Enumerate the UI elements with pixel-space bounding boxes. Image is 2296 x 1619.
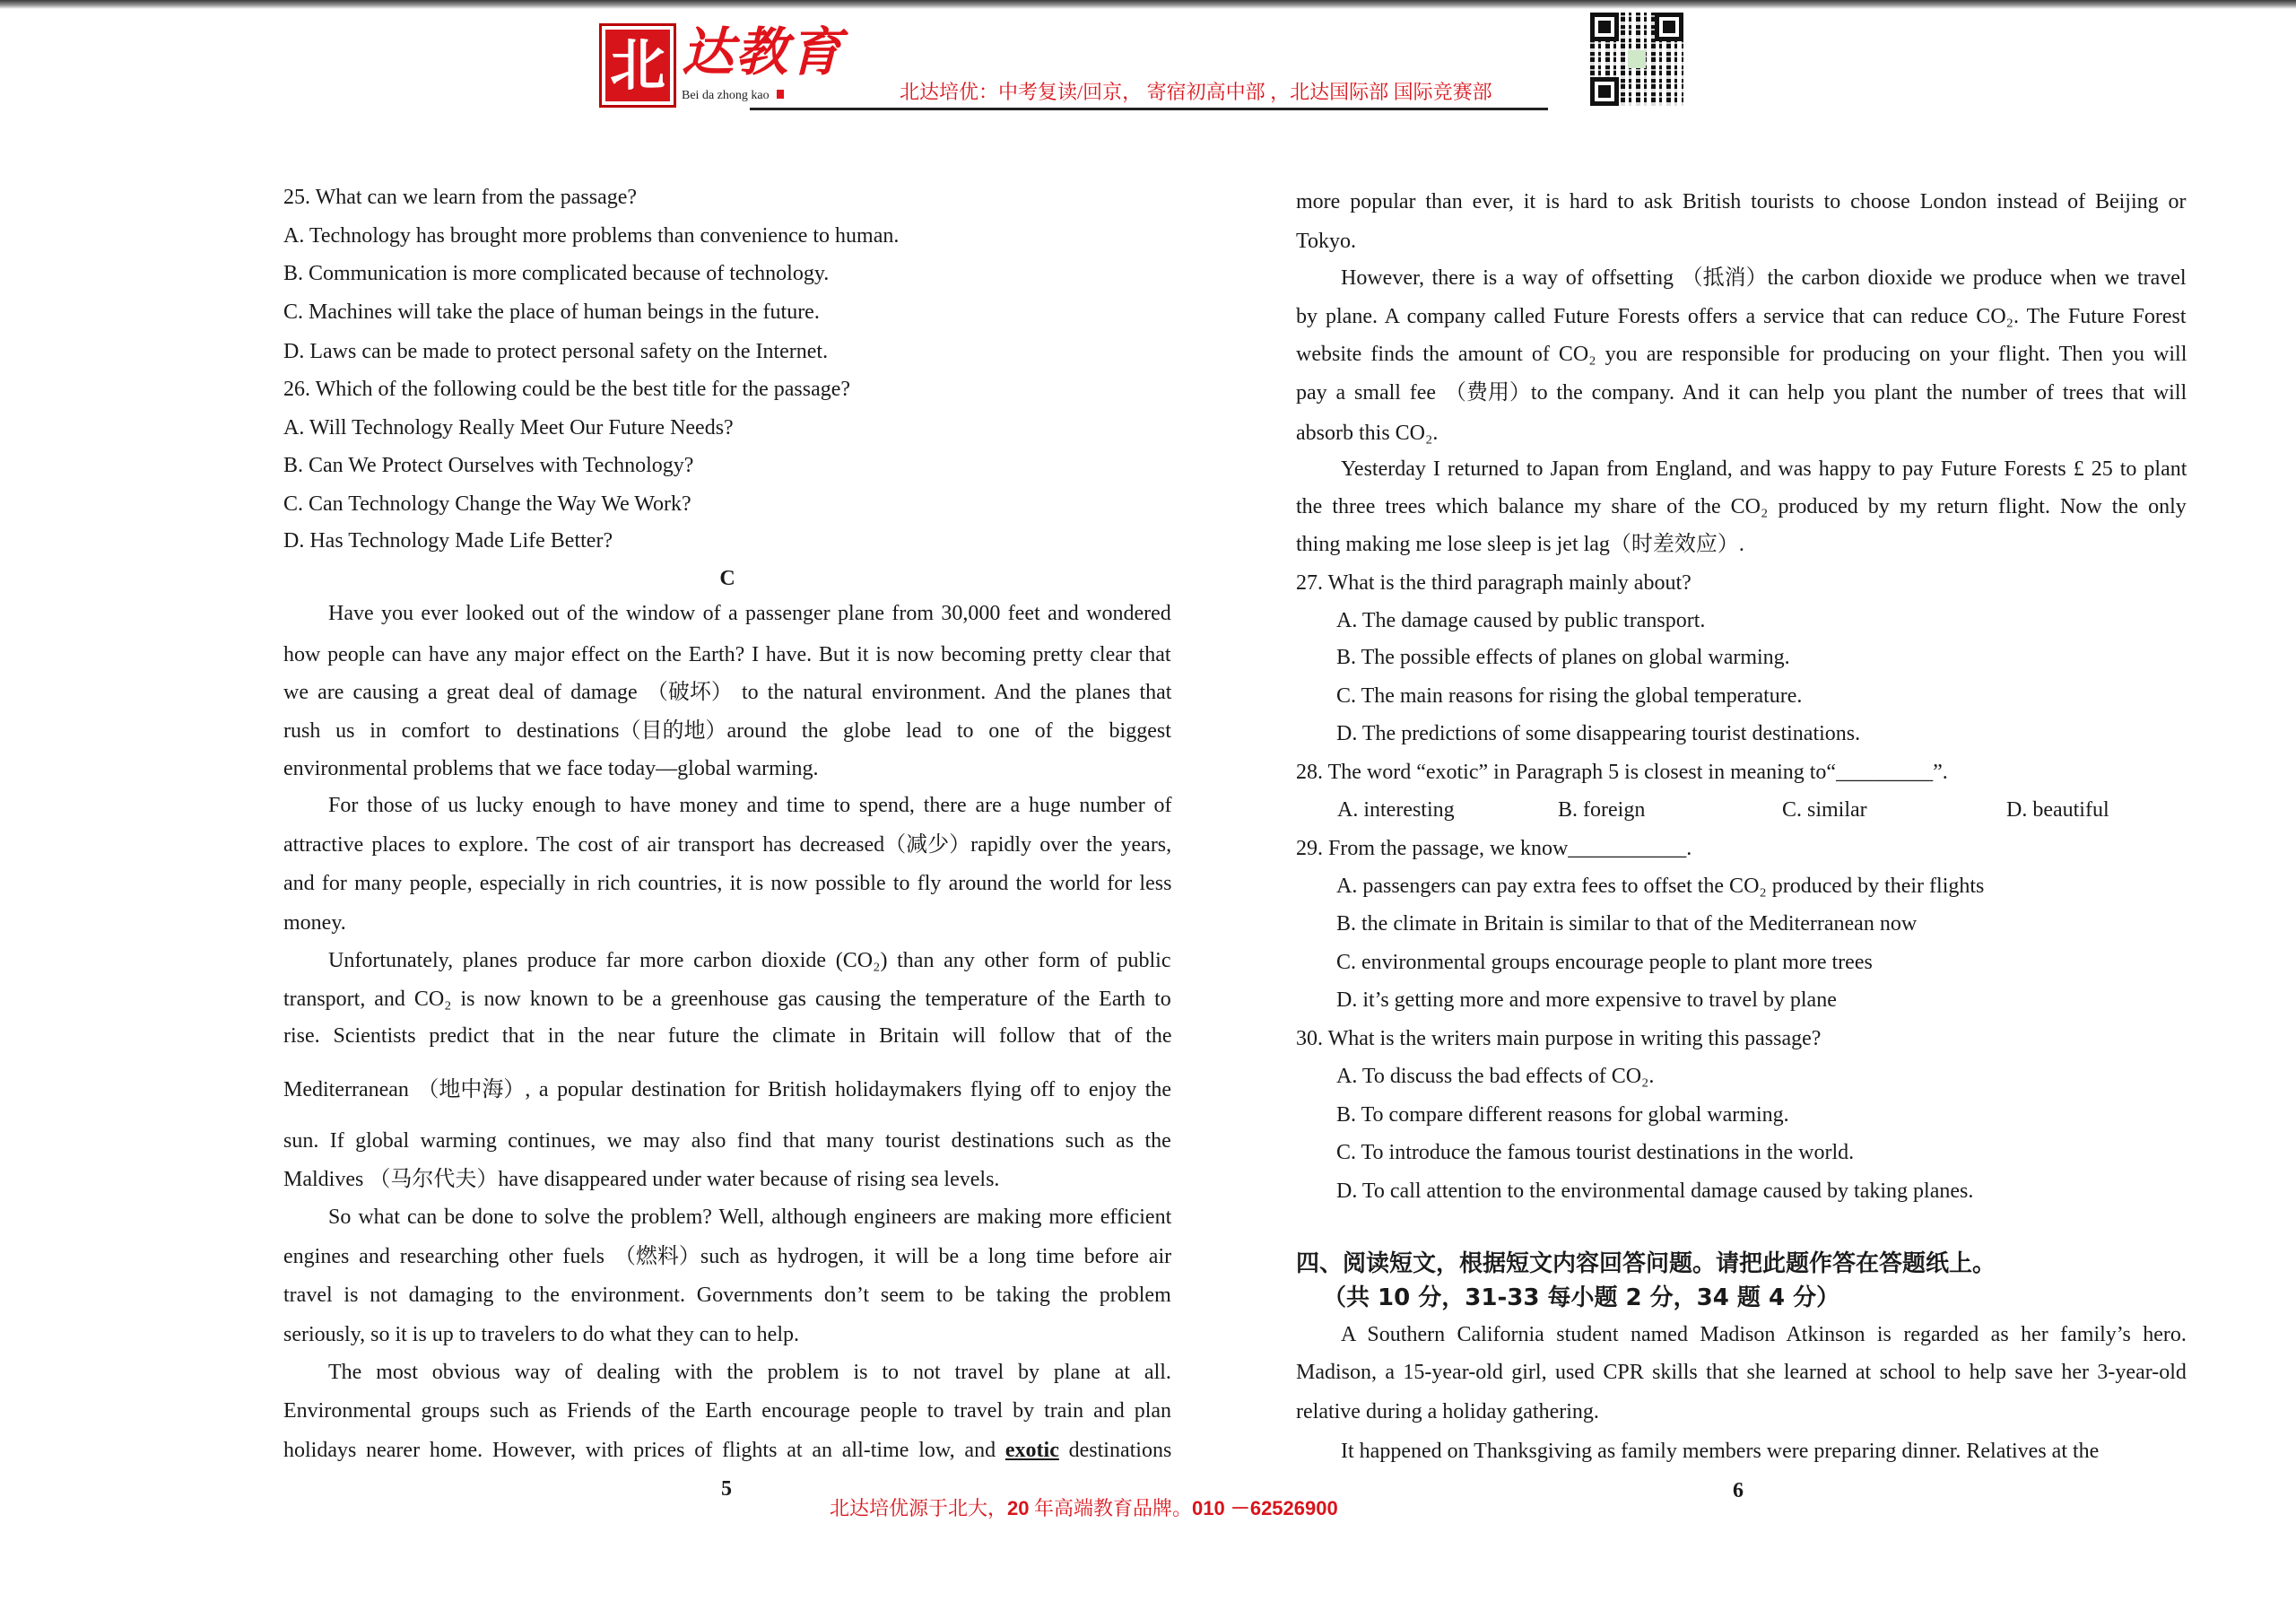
footer-brand: 年高端教育品牌。 [1029,1497,1193,1519]
text-line: rise. Scientists predict that in the near future the climate in Britain will follow that of the [283,1024,1172,1048]
text-line: 27. What is the third paragraph mainly about? [1296,571,1692,595]
text-line: the three trees which balance my share of the CO₂ produced by my return flight. Now the only [1296,495,2187,518]
text-line: A. Technology has brought more problems than convenience to human. [283,224,900,248]
text-line: money. [283,911,346,935]
text-line: 25. What can we learn from the passage? [283,186,638,209]
text-line: For those of us lucky enough to have money and time to spend, there are a huge number of [328,794,1172,817]
q28-option: A. interesting [1337,798,1455,822]
text-line: B. To compare different reasons for global warming. [1336,1103,1789,1127]
text-line: C. To introduce the famous tourist destinations in the world. [1336,1141,1855,1164]
logo-text: 达教育 [682,22,844,83]
text-line: Maldives （马尔代夫）have disappeared under water because of rising sea levels. [283,1168,1000,1191]
text-line: D. Laws can be made to protect personal safety on the Internet. [283,340,829,363]
text-line: It happened on Thanksgiving as family members were preparing dinner. Relatives at the [1341,1440,2100,1463]
text-line: C. Machines will take the place of human beings in the future. [283,300,820,324]
text-line: D. To call attention to the environmental damage caused by taking planes. [1336,1179,1974,1203]
qr-code-icon [1590,13,1683,106]
text-line: engines and researching other fuels （燃料）such as hydrogen, it will be a long time before air [283,1245,1172,1268]
text-line: Tokyo. [1296,230,1356,253]
highlighted-word: exotic [1004,1439,1059,1462]
text-line: sun. If global warming continues, we may also find that many tourist destinations such as the [283,1129,1171,1153]
text-line: thing making me lose sleep is jet lag（时差效应）. [1296,533,1744,556]
page-number-left: 5 [721,1477,732,1501]
text-line: A. Will Technology Really Meet Our Future Needs? [283,416,734,440]
text-line: D. The predictions of some disappearing tourist destinations. [1336,722,1861,745]
text-line: C. Can Technology Change the Way We Work? [283,492,691,516]
text-span: destinations [1058,1439,1172,1462]
text-line: B. Can We Protect Ourselves with Technology? [283,454,694,477]
logo-mark: 北 [599,23,676,108]
text-line: A. To discuss the bad effects of CO₂. [1336,1065,1655,1088]
page-number-right: 6 [1733,1479,1744,1502]
text-line: B. the climate in Britain is similar to that of the Mediterranean now [1336,912,1918,936]
section-heading: （共 10 分，31-33 每小题 2 分，34 题 4 分） [1323,1284,1840,1311]
header-rule [750,108,1548,110]
footer-phone: 010 －62526900 [1192,1497,1338,1519]
text-span: holidays nearer home. However, with prices of flights at an all-time low, and [283,1439,1005,1462]
text-line: So what can be done to solve the problem? Well, although engineers are making more efficient [328,1206,1172,1229]
text-line: by plane. A company called Future Forests offers a service that can reduce CO₂. The Future Forest [1296,305,2187,328]
section-heading: 四、阅读短文，根据短文内容回答问题。请把此题作答在答题纸上。 [1296,1250,1996,1277]
text-line [283,1435,1171,1466]
text-line: environmental problems that we face today—global warming. [283,757,819,780]
text-line: A. The damage caused by public transport. [1336,609,1706,632]
text-line: attractive places to explore. The cost of air transport has decreased（减少）rapidly over the years, [283,833,1172,857]
text-line: A. passengers can pay extra fees to offset the CO₂ produced by their flights [1336,875,1985,898]
text-line: absorb this CO₂. [1296,422,1439,445]
footer-text: 北达培优源于北大， [830,1497,1008,1519]
text-line: C. The main reasons for rising the global temperature. [1336,684,1803,708]
text-line: how people can have any major effect on the Earth? I have. But it is now becoming pretty clear that [283,643,1171,666]
passage-title: C [719,567,735,590]
text-line: A Southern California student named Madison Atkinson is regarded as her family’s hero. [1341,1323,2187,1346]
text-line: 28. The word “exotic” in Paragraph 5 is closest in meaning to“_________”. [1296,761,1948,784]
text-line: travel is not damaging to the environment. Governments don’t seem to be taking the problem [283,1284,1171,1307]
text-line: transport, and CO₂ is now known to be a greenhouse gas causing the temperature of the Earth to [283,988,1171,1011]
text-line: D. it’s getting more and more expensive to travel by plane [1336,988,1837,1012]
text-line: Yesterday I returned to Japan from England, and was happy to pay Future Forests £ 25 to plant [1341,457,2187,481]
footer [830,1496,1338,1521]
text-line: The most obvious way of dealing with the problem is to not travel by plane at all. [328,1361,1171,1384]
text-line: pay a small fee （费用）to the company. And it can help you plant the number of trees that will [1296,381,2187,405]
logo-subtitle: Bei da zhong kao [682,88,784,104]
text-line: 30. What is the writers main purpose in writing this passage? [1296,1027,1822,1050]
q28-option: C. similar [1782,798,1867,822]
text-line: 26. Which of the following could be the best title for the passage? [283,378,851,401]
text-line: Madison, a 15-year-old girl, used CPR skills that she learned at school to help save her 3-year-old [1296,1361,2187,1384]
text-line: Environmental groups such as Friends of the Earth encourage people to travel by train and plan [283,1399,1172,1423]
logo [599,23,868,106]
text-line: we are causing a great deal of damage （破坏） to the natural environment. And the planes that [283,681,1172,704]
text-line: Mediterranean （地中海）, a popular destination for British holidaymakers flying off to enjoy the [283,1078,1172,1101]
text-line: C. environmental groups encourage people to plant more trees [1336,951,1873,974]
text-line: seriously, so it is up to travelers to do what they can to help. [283,1323,800,1346]
text-line: Unfortunately, planes produce far more carbon dioxide (CO₂) than any other form of public [328,949,1171,972]
text-line: D. Has Technology Made Life Better? [283,529,613,553]
text-line: 29. From the passage, we know___________. [1296,837,1692,860]
q28-option: B. foreign [1558,798,1646,822]
text-line: However, there is a way of offsetting （抵消）the carbon dioxide we produce when we travel [1341,266,2187,290]
text-line: relative during a holiday gathering. [1296,1400,1599,1423]
text-line: and for many people, especially in rich countries, it is now possible to fly around the world for less [283,872,1172,895]
q28-option: D. beautiful [2006,798,2109,822]
footer-years: 20 [1007,1497,1030,1519]
text-line: more popular than ever, it is hard to ask British tourists to choose London instead of Beijing or [1296,190,2187,213]
text-line: B. Communication is more complicated because of technology. [283,262,830,285]
scan-edge [0,0,2296,9]
text-line: rush us in comfort to destinations（目的地）around the globe lead to one of the biggest [283,719,1171,743]
text-line: Have you ever looked out of the window of a passenger plane from 30,000 feet and wondered [328,602,1171,625]
header-tagline: 北达培优：中考复读/回京， 寄宿初高中部 ，北达国际部 国际竞赛部 [900,81,1492,103]
text-line: website finds the amount of CO₂ you are responsible for producing on your flight. Then you will [1296,343,2187,366]
text-line: B. The possible effects of planes on global warming. [1336,646,1790,669]
